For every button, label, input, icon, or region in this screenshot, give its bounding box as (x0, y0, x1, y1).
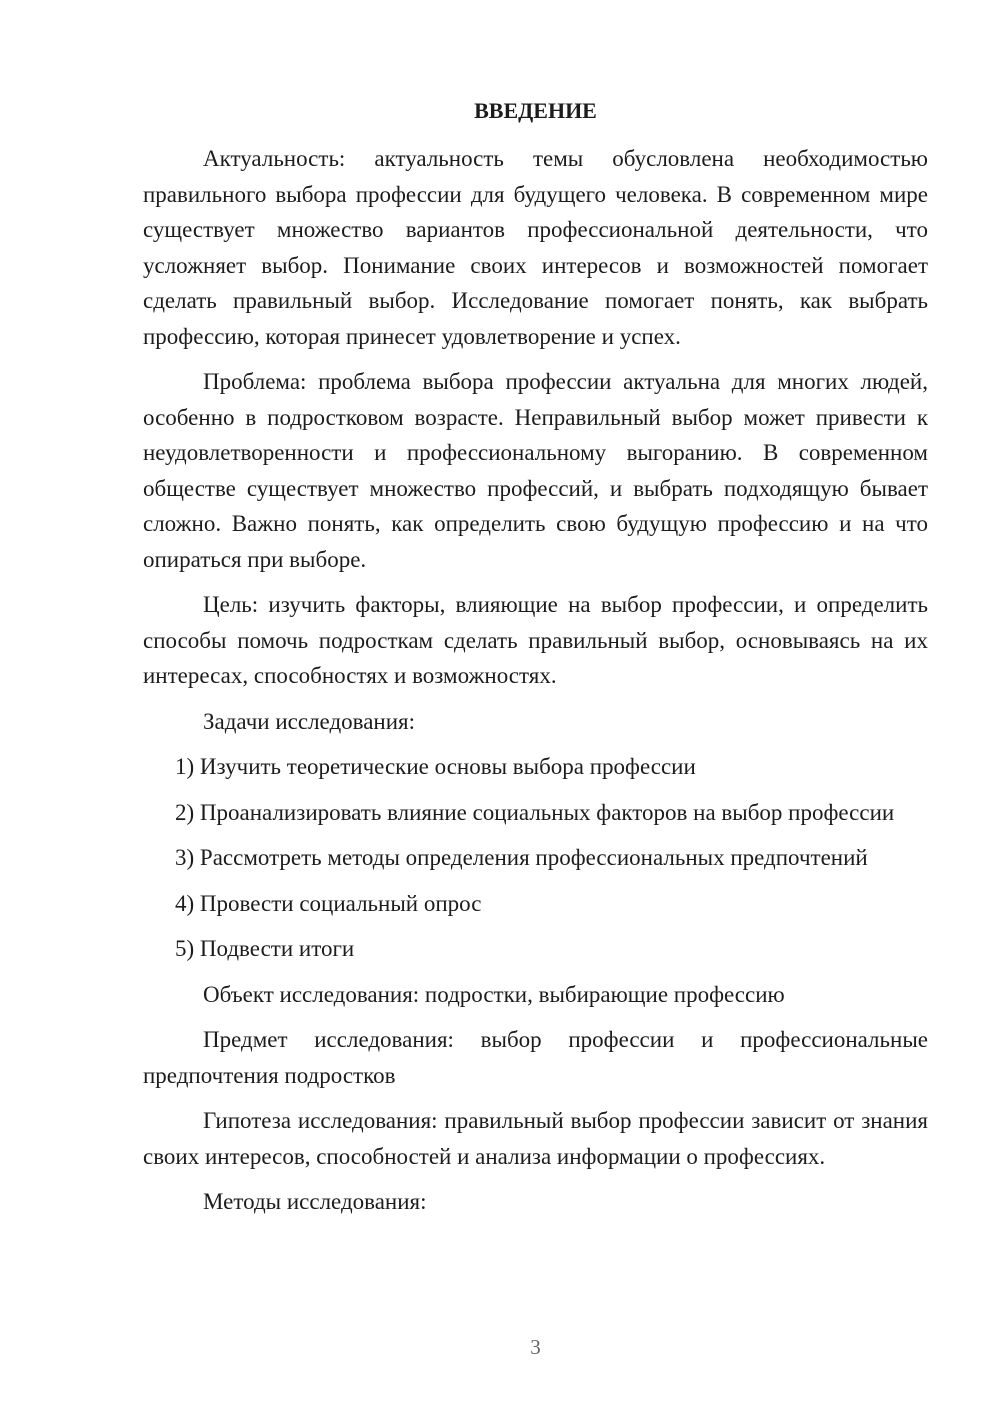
task-item: 5) Подвести итоги (175, 936, 355, 961)
methods-heading: Методы исследования: (203, 1189, 427, 1214)
task-item: 2) Проанализировать влияние социальных факторов на выбор профессии (175, 799, 895, 825)
object-paragraph: Объект исследования: подростки, выбирающие профессию (203, 981, 785, 1007)
document-body (143, 141, 928, 1220)
document-page (143, 0, 928, 1414)
relevance-paragraph: Актуальность: актуальность темы обусловлена необходимостью правильного выбора профессии для будущего человека. В современном мире существует множество вариантов профессиональной деятельности, что усложняет выбор. Понимание своих интересов и возможностей помогает сделать правильный выбор. Исследование помогает понять, как выбрать профессию, которая принесет удовлетворение и успех. (143, 146, 928, 349)
task-item: 3) Рассмотреть методы определения профессиональных предпочтений (175, 845, 868, 870)
subject-paragraph: Предмет исследования: выбор профессии и профессиональные предпочтения подростков (143, 1027, 928, 1088)
tasks-heading: Задачи исследования: (203, 708, 416, 734)
task-item: 1) Изучить теоретические основы выбора профессии (175, 754, 696, 779)
hypothesis-paragraph: Гипотеза исследования: правильный выбор профессии зависит от знания своих интересов, способностей и анализа информации о профессиях. (143, 1108, 928, 1169)
page-number: 3 (530, 1335, 541, 1359)
problem-paragraph: Проблема: проблема выбора профессии актуальна для многих людей, особенно в подростковом возрасте. Неправильный выбор может привести к неудовлетворенности и профессиональному выгоранию. В современном обществе существует множество профессий, и выбрать подходящую бывает сложно. Важно понять, как определить свою будущую профессию и на что опираться при выборе. (143, 369, 928, 572)
goal-paragraph: Цель: изучить факторы, влияющие на выбор профессии, и определить способы помочь подросткам сделать правильный выбор, основываясь на их интересах, способностях и возможностях. (143, 592, 928, 688)
task-item: 4) Провести социальный опрос (175, 890, 482, 916)
page-title: ВВЕДЕНИЕ (474, 98, 597, 123)
